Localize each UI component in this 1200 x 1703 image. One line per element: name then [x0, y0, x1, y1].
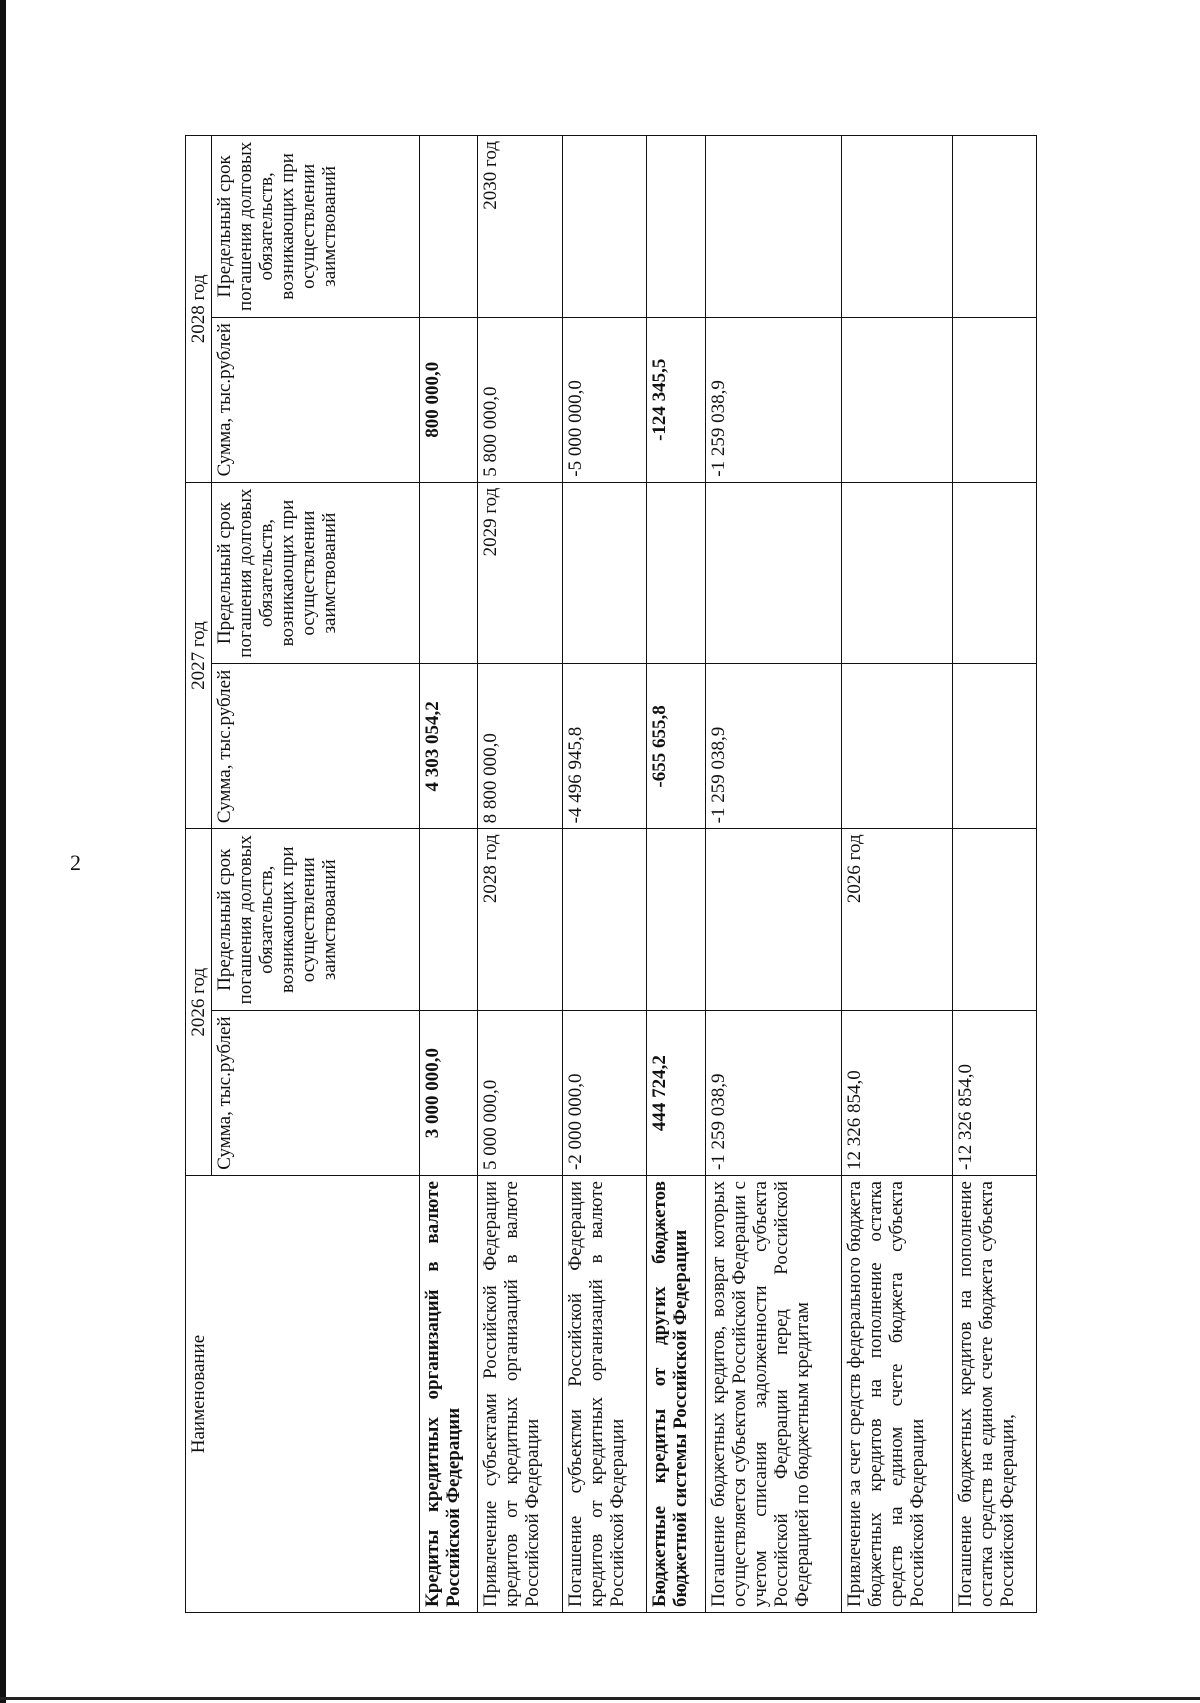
sum-2027: -655 655,8 [647, 664, 705, 829]
header-name: Наименование [186, 1176, 420, 1613]
term-2026 [705, 829, 842, 1011]
table-row [420, 136, 478, 1613]
sum-2028: -124 345,5 [647, 317, 705, 482]
sum-2028 [842, 317, 952, 482]
sum-2028: -1 259 038,9 [705, 317, 842, 482]
sum-2026: -1 259 038,9 [705, 1011, 842, 1176]
row-name: Бюджетные кредиты от других бюджетов бюджетной системы Российской Федерации [647, 1176, 705, 1613]
sum-2028 [952, 317, 1036, 482]
term-2026 [420, 829, 478, 1011]
row-name: Привлечение за счет средств федерального бюджета бюджетных кредитов на пополнение остатка средств на едином счете бюджета субъекта Российской Федерации [842, 1176, 952, 1613]
sum-2026: -2 000 000,0 [562, 1011, 646, 1176]
rotated-table-container [185, 135, 1037, 1613]
sum-2027: 8 800 000,0 [478, 664, 562, 829]
sum-2026: -12 326 854,0 [952, 1011, 1036, 1176]
header-year-2027: 2027 год [186, 482, 212, 829]
header-term-2028: Предельный срок погашения долговых обязательств, возникающих при осуществлении заимствований [212, 136, 420, 318]
page-number: 2 [70, 850, 81, 875]
row-name: Погашение бюджетных кредитов, возврат которых осуществляется субъектом Российской Федерации с учетом списания задолженности субъекта Российской Федерации перед Российской Федерацией по бюджетным кредитам [705, 1176, 842, 1613]
table-row [705, 136, 842, 1613]
term-2027: 2029 год [478, 482, 562, 664]
row-name: Погашение бюджетных кредитов на пополнение остатка средств на едином счете бюджета субъекта Российской Федерации, [952, 1176, 1036, 1613]
term-2026: 2026 год [842, 829, 952, 1011]
borrowing-table [185, 135, 1037, 1613]
header-term-2027: Предельный срок погашения долговых обязательств, возникающих при осуществлении заимствований [212, 482, 420, 664]
scan-edge [0, 0, 6, 1703]
sum-2027: -1 259 038,9 [705, 664, 842, 829]
table-row [562, 136, 646, 1613]
term-2028: 2030 год [478, 136, 562, 318]
term-2028 [842, 136, 952, 318]
term-2028 [705, 136, 842, 318]
term-2026 [647, 829, 705, 1011]
table-row [952, 136, 1036, 1613]
table-row [842, 136, 952, 1613]
term-2027 [705, 482, 842, 664]
term-2026 [562, 829, 646, 1011]
row-name: Кредиты кредитных организаций в валюте Российской Федерации [420, 1176, 478, 1613]
table-row [647, 136, 705, 1613]
header-sum-2026: Сумма, тыс.рублей [212, 1011, 420, 1176]
row-name: Привлечение субъектами Российской Федерации кредитов от кредитных организаций в валюте Российской Федерации [478, 1176, 562, 1613]
term-2028 [647, 136, 705, 318]
header-sum-2027: Сумма, тыс.рублей [212, 664, 420, 829]
sum-2028: -5 000 000,0 [562, 317, 646, 482]
term-2027 [842, 482, 952, 664]
sum-2026: 12 326 854,0 [842, 1011, 952, 1176]
sum-2027 [842, 664, 952, 829]
scan-bottom-edge [0, 1697, 1200, 1700]
term-2027 [647, 482, 705, 664]
header-year-2026: 2026 год [186, 829, 212, 1176]
sum-2028: 5 800 000,0 [478, 317, 562, 482]
term-2026 [952, 829, 1036, 1011]
table-row [478, 136, 562, 1613]
row-name: Погашение субъектми Российской Федерации кредитов от кредитных организаций в валюте Российской Федерации [562, 1176, 646, 1613]
term-2027 [952, 482, 1036, 664]
header-year-2028: 2028 год [186, 136, 212, 483]
term-2026: 2028 год [478, 829, 562, 1011]
sum-2026: 3 000 000,0 [420, 1011, 478, 1176]
sum-2026: 444 724,2 [647, 1011, 705, 1176]
term-2027 [562, 482, 646, 664]
sum-2027: -4 496 945,8 [562, 664, 646, 829]
term-2028 [562, 136, 646, 318]
term-2028 [420, 136, 478, 318]
sum-2027: 4 303 054,2 [420, 664, 478, 829]
sum-2028: 800 000,0 [420, 317, 478, 482]
header-sum-2028: Сумма, тыс.рублей [212, 317, 420, 482]
sum-2027 [952, 664, 1036, 829]
term-2027 [420, 482, 478, 664]
sum-2026: 5 000 000,0 [478, 1011, 562, 1176]
header-term-2026: Предельный срок погашения долговых обязательств, возникающих при осуществлении заимствований [212, 829, 420, 1011]
term-2028 [952, 136, 1036, 318]
